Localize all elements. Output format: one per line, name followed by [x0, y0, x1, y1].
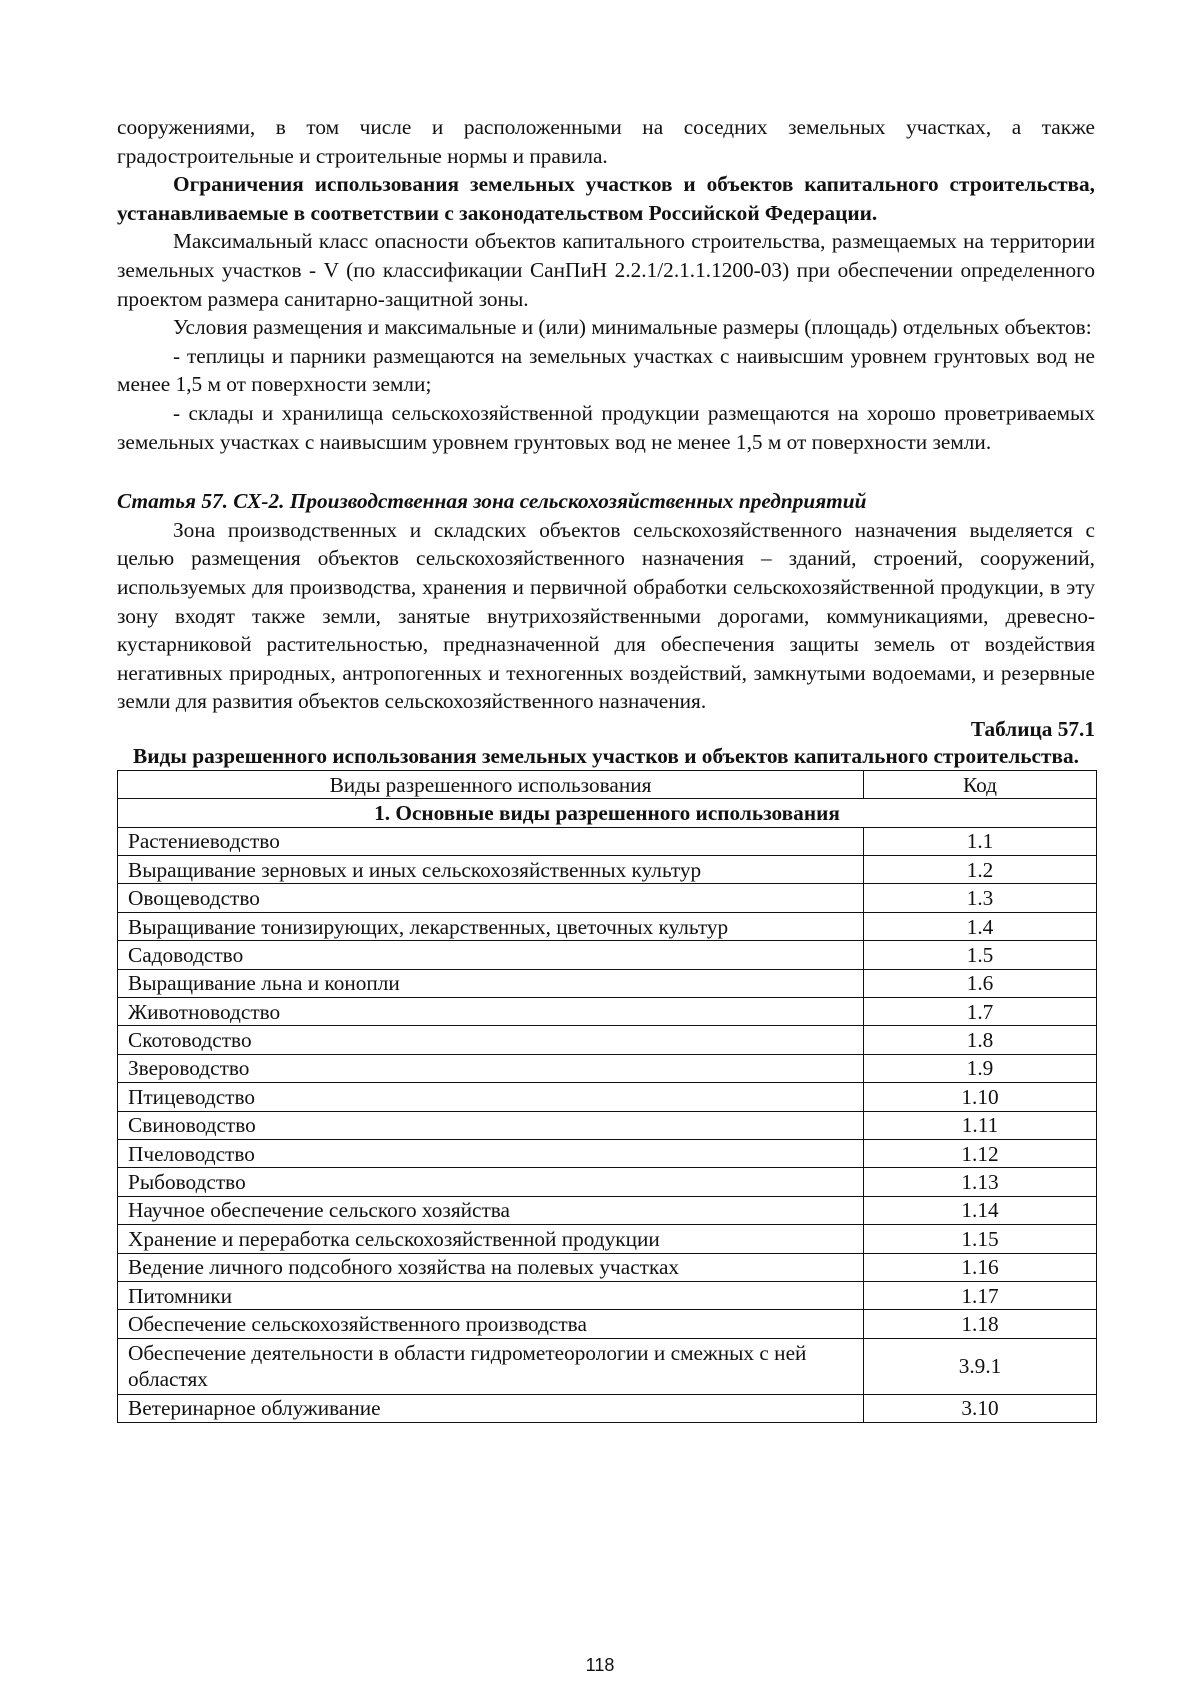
use-code-cell: 1.11 [864, 1111, 1097, 1139]
table-row [118, 1225, 1097, 1253]
list-item-warehouses: - склады и хранилища сельскохозяйственной продукции размещаются на хорошо проветриваемых земельных участках с наивысшим уровнем грунтовых вод не менее 1,5 м от поверхности земли. [117, 400, 1095, 454]
use-name-cell: Рыбоводство [118, 1168, 864, 1196]
table-row [118, 1394, 1097, 1422]
use-code-cell: 1.17 [864, 1281, 1097, 1309]
use-name-cell: Выращивание зерновых и иных сельскохозяйственных культур [118, 856, 864, 884]
use-code-cell: 1.4 [864, 912, 1097, 940]
table-row [118, 856, 1097, 884]
use-name-cell: Питомники [118, 1281, 864, 1309]
use-code-cell: 1.16 [864, 1253, 1097, 1281]
use-code-cell: 1.15 [864, 1225, 1097, 1253]
table-row [118, 1054, 1097, 1082]
table-row [118, 1139, 1097, 1167]
table-row [118, 827, 1097, 855]
use-name-cell: Выращивание тонизирующих, лекарственных, цветочных культур [118, 912, 864, 940]
table-row [118, 1083, 1097, 1111]
use-code-cell: 1.7 [864, 998, 1097, 1026]
section-main-uses: 1. Основные виды разрешенного использования [118, 799, 1097, 827]
use-code-cell: 1.12 [864, 1139, 1097, 1167]
table-row [118, 1168, 1097, 1196]
table-row [118, 1196, 1097, 1224]
use-code-cell: 1.10 [864, 1083, 1097, 1111]
table-title: Виды разрешенного использования земельных участков и объектов капитального строительства. [133, 743, 1079, 768]
use-code-cell: 1.13 [864, 1168, 1097, 1196]
use-code-cell: 1.3 [864, 884, 1097, 912]
table-section-row [118, 799, 1097, 827]
use-name-cell: Обеспечение сельскохозяйственного производства [118, 1310, 864, 1338]
use-name-cell: Научное обеспечение сельского хозяйства [118, 1196, 864, 1224]
page-number: 118 [585, 1655, 615, 1675]
use-name-cell: Выращивание льна и конопли [118, 969, 864, 997]
restrictions-heading: Ограничения использования земельных участков и объектов капитального строительства, устанавливаемые в соответствии с законодательством Российской Федерации. [117, 172, 1095, 225]
use-name-cell: Звероводство [118, 1054, 864, 1082]
use-name-cell: Обеспечение деятельности в области гидрометеорологии и смежных с ней областях [118, 1338, 864, 1394]
use-code-cell: 1.6 [864, 969, 1097, 997]
use-code-cell: 1.2 [864, 856, 1097, 884]
document-page [117, 113, 1095, 1423]
use-name-cell: Садоводство [118, 941, 864, 969]
table-row [118, 1281, 1097, 1309]
paragraph-hazard-class: Максимальный класс опасности объектов капитального строительства, размещаемых на территории земельных участков - V (по классификации СанПиН 2.2.1/2.1.1.1200-03) при обеспечении определенного проектом размера санитарно-защитной зоны. [117, 229, 1095, 311]
use-name-cell: Овощеводство [118, 884, 864, 912]
paragraph-article-description: Зона производственных и складских объектов сельскохозяйственного назначения выделяется с целью размещения объектов сельскохозяйственного назначения – зданий, строений, сооружений, используемых для производства, хранения и первичной обработки сельскохозяйственной продукции, в эту зону входят также земли, занятые внутрихозяйственными дорогами, коммуникациями, древесно-кустарниковой растительностью, предназначенной для обеспечения защиты земель от воздействия негативных природных, антропогенных и техногенных воздействий, замкнутыми водоемами, и резервные земли для развития объектов сельскохозяйственного назначения. [117, 517, 1095, 714]
table-row [118, 1253, 1097, 1281]
use-name-cell: Скотоводство [118, 1026, 864, 1054]
use-name-cell: Растениеводство [118, 827, 864, 855]
permitted-uses-table [117, 770, 1097, 1423]
table-row [118, 1026, 1097, 1054]
table-row [118, 1310, 1097, 1338]
use-code-cell: 1.8 [864, 1026, 1097, 1054]
use-code-cell: 1.14 [864, 1196, 1097, 1224]
table-row [118, 1111, 1097, 1139]
table-header-row [118, 770, 1097, 798]
use-code-cell: 3.9.1 [864, 1338, 1097, 1394]
use-code-cell: 1.9 [864, 1054, 1097, 1082]
table-caption: Таблица 57.1 [970, 716, 1095, 741]
use-name-cell: Ветеринарное облуживание [118, 1394, 864, 1422]
use-code-cell: 1.5 [864, 941, 1097, 969]
use-name-cell: Ведение личного подсобного хозяйства на полевых участках [118, 1253, 864, 1281]
table-row [118, 969, 1097, 997]
article-title: Статья 57. СХ-2. Производственная зона сельскохозяйственных предприятий [117, 489, 867, 514]
paragraph-continuation: сооружениями, в том числе и расположенными на соседних земельных участках, а также градостроительные и строительные нормы и правила. [117, 115, 1095, 168]
table-row [118, 1338, 1097, 1394]
use-name-cell: Птицеводство [118, 1083, 864, 1111]
list-item-greenhouses: - теплицы и парники размещаются на земельных участках с наивысшим уровнем грунтовых вод не менее 1,5 м от поверхности земли; [117, 343, 1095, 397]
table-row [118, 941, 1097, 969]
table-row [118, 884, 1097, 912]
header-code: Код [864, 770, 1097, 798]
use-name-cell: Свиноводство [118, 1111, 864, 1139]
use-code-cell: 1.18 [864, 1310, 1097, 1338]
use-code-cell: 1.1 [864, 827, 1097, 855]
table-row [118, 912, 1097, 940]
table-row [118, 998, 1097, 1026]
use-name-cell: Пчеловодство [118, 1139, 864, 1167]
use-code-cell: 3.10 [864, 1394, 1097, 1422]
use-name-cell: Хранение и переработка сельскохозяйственной продукции [118, 1225, 864, 1253]
paragraph-placement-conditions: Условия размещения и максимальные и (или) минимальные размеры (площадь) отдельных объектов: [173, 315, 1092, 340]
use-name-cell: Животноводство [118, 998, 864, 1026]
header-name: Виды разрешенного использования [118, 770, 864, 798]
